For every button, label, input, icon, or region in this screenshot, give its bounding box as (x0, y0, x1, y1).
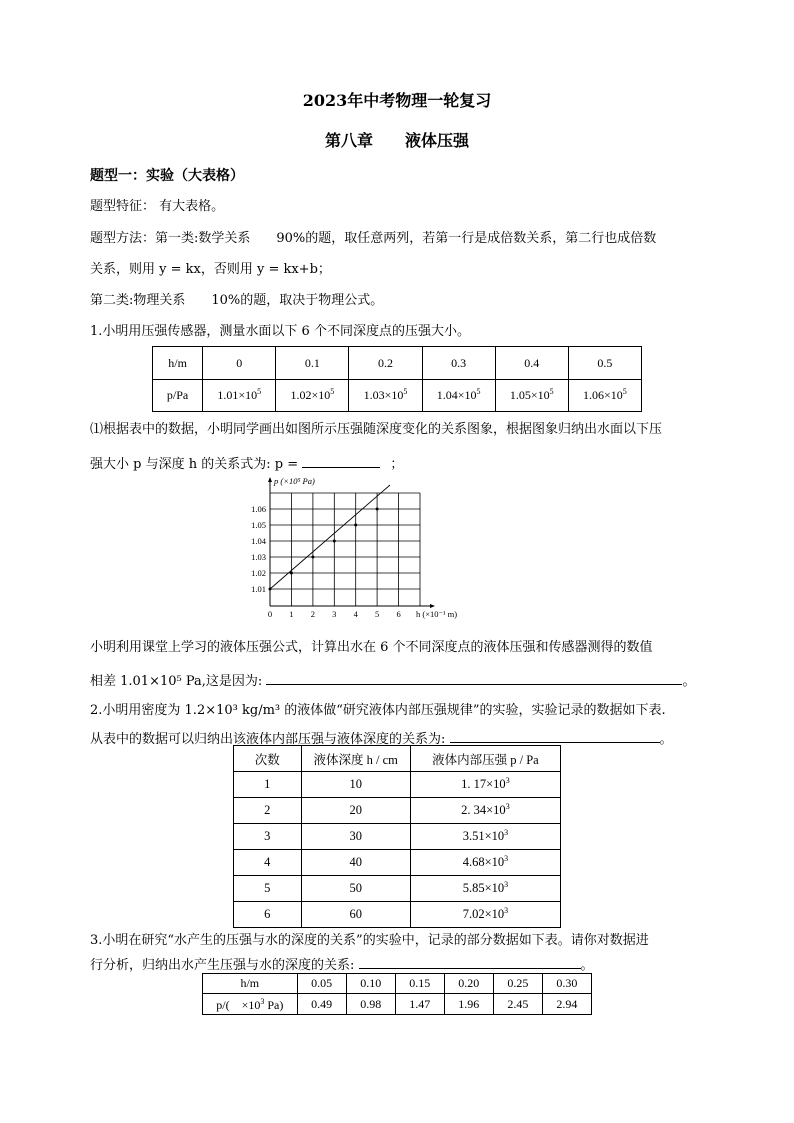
exponent: 3 (504, 827, 509, 837)
x-tick: 6 (396, 609, 401, 619)
exponent: 5 (330, 387, 335, 396)
q2-cell-pressure (410, 772, 560, 798)
q1-cell-h: 0.1 (276, 347, 349, 380)
q1-cell-p (203, 380, 276, 412)
q2-cell-trial: 3 (234, 824, 302, 850)
q3-cell-p: 2.94 (542, 994, 591, 1015)
q3-cell-p: 2.45 (493, 994, 542, 1015)
q2-cell-pressure (410, 850, 560, 876)
q2-header-pressure: 液体内部压强 p / Pa (410, 746, 560, 772)
x-tick-labels (268, 609, 401, 619)
q1-sub2-end: 。 (682, 674, 696, 689)
times-ten: ×10 (311, 388, 331, 402)
exponent: 3 (505, 775, 510, 785)
x-tick: 1 (289, 609, 294, 619)
q3-cell-h: 0.30 (542, 974, 591, 994)
x-axis-label: h (×10⁻¹ m) (416, 609, 458, 619)
q2-header-row (234, 746, 561, 772)
y-tick: 1.02 (251, 568, 266, 578)
document-title: 2023年中考物理一轮复习 (302, 91, 492, 110)
q2-cell-depth: 20 (301, 798, 410, 824)
q1-cell-p (422, 380, 495, 412)
q2-table-row (234, 902, 561, 928)
chart-axes (268, 477, 435, 608)
q2-cell-depth: 60 (301, 902, 410, 928)
q2-table-row (234, 824, 561, 850)
exponent: 3 (504, 905, 509, 915)
exponent: 3 (505, 801, 510, 811)
q2-cell-depth: 50 (301, 876, 410, 902)
q1-cell-p (349, 380, 422, 412)
mantissa: 1.06 (583, 388, 604, 402)
exponent: 5 (257, 387, 262, 396)
q1-cell-h: 0 (203, 347, 276, 380)
q1-cell-h: 0.2 (349, 347, 422, 380)
feature-text: 有大表格。 (159, 199, 225, 214)
q3-cell-p: 0.98 (346, 994, 395, 1015)
header-text: p/( ×10 (216, 997, 261, 1012)
q3-cell-h: 0.20 (444, 974, 493, 994)
times-ten: ×10 (457, 388, 477, 402)
method-line-2: 关系，则用 y = kx，否则用 y = kx+b； (90, 262, 331, 277)
q2-cell-trial: 5 (234, 876, 302, 902)
exponent: 5 (476, 387, 481, 396)
feature-line (90, 199, 224, 215)
q2-cell-pressure (410, 798, 560, 824)
q2-header-trial: 次数 (234, 746, 302, 772)
mantissa: 4.68×10 (462, 855, 505, 869)
q2-cell-depth: 30 (301, 824, 410, 850)
q2-table-row (234, 798, 561, 824)
q3-cell-h: 0.25 (493, 974, 542, 994)
q3-table-row-h (203, 974, 592, 994)
q2-table-row (234, 772, 561, 798)
mantissa: 1.03 (363, 388, 385, 402)
q2-line1: 2.小明用密度为 1.2×10³ kg/m³ 的液体做“研究液体内部压强规律”的实验，实验记录的数据如下表. (90, 703, 666, 718)
feature-label: 题型特征： (90, 199, 156, 214)
q3-end: 。 (580, 958, 594, 973)
y-tick: 1.05 (251, 520, 266, 530)
x-tick: 4 (353, 609, 358, 619)
mantissa: 7.02×10 (462, 907, 505, 921)
x-tick: 3 (332, 609, 337, 619)
exponent: 5 (622, 387, 627, 396)
q1-table-row-p (153, 380, 642, 412)
q2-cell-trial: 1 (234, 772, 302, 798)
mantissa: 1.04 (436, 388, 458, 402)
q3-line2 (90, 955, 594, 974)
q2-prompt: 从表中的数据可以归纳出该液体内部压强与液体深度的关系为: (90, 732, 446, 747)
mantissa: 5.85×10 (462, 881, 505, 895)
q1-row-header-p: p/Pa (153, 380, 203, 412)
chart-grid (270, 493, 420, 606)
q3-row-header-h: h/m (203, 974, 298, 994)
q3-cell-h: 0.15 (395, 974, 444, 994)
q1-cell-h: 0.4 (495, 347, 568, 380)
q3-line1: 3.小明在研究“水产生的压强与水的深度的关系”的实验中，记录的部分数据如下表。请你对数据进 (90, 933, 649, 948)
q2-cell-pressure (410, 876, 560, 902)
q1-cell-h: 0.3 (422, 347, 495, 380)
q3-table-row-p (203, 994, 592, 1015)
y-tick: 1.04 (251, 536, 266, 546)
exponent: 5 (549, 387, 554, 396)
q2-end: 。 (659, 732, 673, 747)
q1-sub2-prompt: 相差 1.01×10⁵ Pa,这是因为: (90, 674, 263, 689)
q1-sub1-line2 (90, 454, 403, 473)
mantissa: 1.05 (509, 388, 531, 402)
y-tick-labels (251, 504, 267, 594)
y-axis-label: p (×10⁵ Pa) (274, 476, 315, 486)
times-ten: ×10 (530, 388, 550, 402)
q3-cell-p: 0.49 (297, 994, 346, 1015)
q2-cell-depth: 40 (301, 850, 410, 876)
q1-sub1-end: ； (390, 457, 404, 472)
method-line-1: 题型方法：第一类:数学关系 90%的题，取任意两列，若第一行是成倍数关系，第二行也成倍数 (90, 231, 657, 246)
pressure-depth-chart (238, 472, 478, 622)
q1-sub2-line1: 小明利用课堂上学习的液体压强公式，计算出水在 6 个不同深度点的液体压强和传感器测得的数值 (90, 640, 653, 655)
q1-cell-p (276, 380, 349, 412)
q1-table-row-h (153, 347, 642, 380)
q1-cell-h: 0.5 (568, 347, 641, 380)
times-ten: ×10 (238, 388, 258, 402)
q2-cell-depth: 10 (301, 772, 410, 798)
q3-cell-p: 1.96 (444, 994, 493, 1015)
exponent: 5 (403, 387, 408, 396)
q2-cell-pressure (410, 902, 560, 928)
exponent: 3 (504, 879, 509, 889)
q2-table-row (234, 876, 561, 902)
chart-data-line (269, 485, 391, 591)
y-tick: 1.01 (251, 584, 266, 594)
mantissa: 1.02 (290, 388, 312, 402)
q1-sub1-prompt: 强大小 p 与深度 h 的关系式为: p = (90, 457, 299, 472)
q2-answer-blank[interactable] (450, 729, 660, 743)
q3-row-header-p (203, 994, 298, 1015)
y-tick: 1.06 (251, 504, 266, 514)
q1-cell-p (568, 380, 641, 412)
x-tick: 5 (374, 609, 380, 619)
section-heading: 题型一：实验（大表格） (90, 168, 244, 184)
mantissa: 2. 34×10 (461, 803, 506, 817)
q1-formula-answer-blank[interactable] (302, 454, 380, 468)
q1-sub2-line2 (90, 671, 695, 690)
q2-cell-trial: 4 (234, 850, 302, 876)
q1-reason-answer-blank[interactable] (266, 671, 682, 685)
q2-table-row (234, 850, 561, 876)
header-unit: Pa) (264, 997, 284, 1012)
q1-cell-p (495, 380, 568, 412)
method-line-3: 第二类:物理关系 10%的题，取决于物理公式。 (90, 293, 384, 308)
chapter-title: 第八章 液体压强 (324, 131, 469, 150)
q1-stem: 1.小明用压强传感器，测量水面以下 6 个不同深度点的压强大小。 (90, 324, 470, 339)
q3-cell-h: 0.05 (297, 974, 346, 994)
q3-cell-h: 0.10 (346, 974, 395, 994)
q2-cell-trial: 6 (234, 902, 302, 928)
q2-header-depth: 液体深度 h / cm (301, 746, 410, 772)
x-tick: 2 (310, 609, 316, 619)
y-tick: 1.03 (251, 552, 266, 562)
mantissa: 3.51×10 (462, 829, 505, 843)
times-ten: ×10 (604, 388, 623, 402)
exponent: 3 (260, 996, 265, 1006)
x-axis-arrow-icon (430, 604, 435, 608)
q3-answer-blank[interactable] (359, 955, 581, 969)
q3-table (202, 973, 592, 1015)
q3-prompt: 行分析，归纳出水产生压强与水的深度的关系: (90, 958, 355, 973)
q2-cell-pressure (410, 824, 560, 850)
q2-table (233, 745, 561, 928)
q1-table (152, 346, 642, 412)
x-tick: 0 (267, 609, 273, 619)
times-ten: ×10 (384, 388, 404, 402)
mantissa: 1.01 (217, 388, 239, 402)
exponent: 3 (504, 853, 509, 863)
q3-cell-p: 1.47 (395, 994, 444, 1015)
y-axis-arrow-icon (268, 477, 272, 482)
q1-sub1-line1: ⑴根据表中的数据，小明同学画出如图所示压强随深度变化的关系图象，根据图象归纳出水面以下压 (90, 422, 663, 437)
mantissa: 1. 17×10 (461, 777, 506, 791)
q2-cell-trial: 2 (234, 798, 302, 824)
q1-row-header-h: h/m (153, 347, 203, 380)
